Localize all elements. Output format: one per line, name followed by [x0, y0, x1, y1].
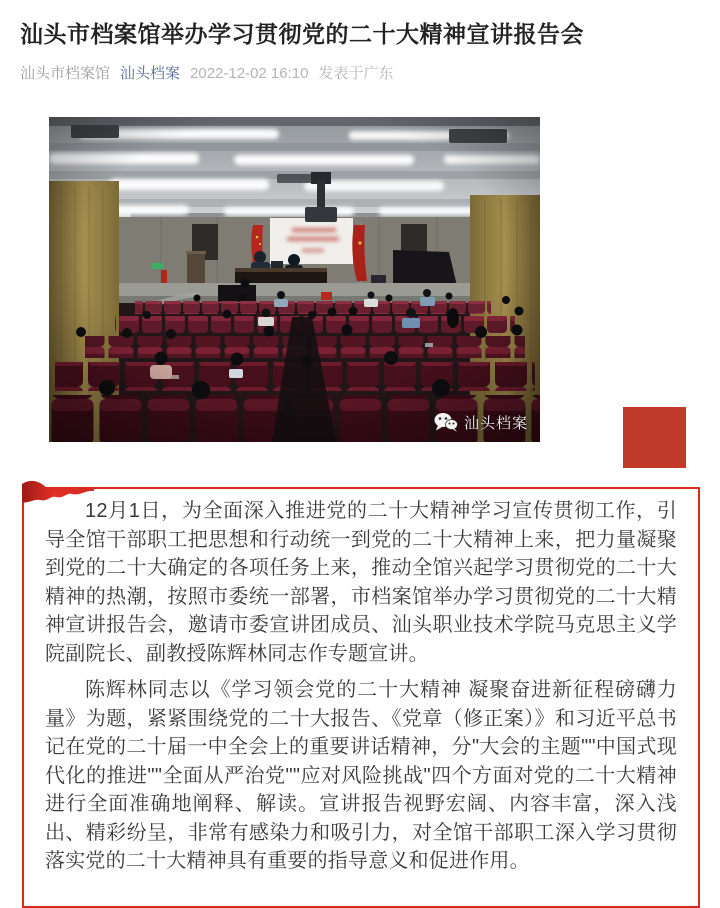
wechat-logo-icon: [434, 412, 458, 433]
account-link[interactable]: 汕头档案: [120, 65, 181, 82]
article-paragraph: 12月1日，为全面深入推进党的二十大精神学习宣传贯彻工作，引导全馆干部职工把思想和行动统一到党的二十大精神上来，把力量凝聚到党的二十大确定的各项任务上来，推动全馆兴起学习贯彻党的二十大精神的热潮，按照市委统一部署，市档案馆举办学习贯彻党的二十大精神宣讲报告会，邀请市委宣讲团成员、汕头职业技术学院马克思主义学院副院长、副教授陈辉林同志作专题宣讲。: [45, 500, 677, 665]
red-square-decoration: [623, 407, 686, 468]
watermark-text: 汕头档案: [463, 415, 528, 432]
ribbon-decoration-icon: [22, 480, 96, 510]
auditorium-scene: [49, 117, 540, 442]
event-photo[interactable]: [49, 117, 540, 442]
publish-datetime: 2022-12-02 16:10: [190, 65, 309, 82]
article-paragraph: 陈辉林同志以《学习领会党的二十大精神 凝聚奋进新征程磅礴力量》为题，紧紧围绕党的二十大报告、《党章（修正案）》和习近平总书记在党的二十届一中全会上的重要讲话精神，分"大会的主题""中国式现代化的推进""全面从严治党""应对风险挑战"四个方面对党的二十大精神进行全面准确地阐释、解读。宣讲报告视野宏阔、内容丰富，深入浅出、精彩纷呈，非常有感染力和吸引力，对全馆干部职工深入学习贯彻落实党的二十大精神具有重要的指导意义和促进作用。: [45, 679, 677, 872]
photo-watermark: [434, 412, 528, 433]
article-body-box: [22, 487, 700, 908]
publish-location: 发表于广东: [318, 65, 394, 82]
author-name: 汕头市档案馆: [20, 65, 111, 82]
article-title: 汕头市档案馆举办学习贯彻党的二十大精神宣讲报告会: [20, 21, 584, 47]
article-meta: [20, 63, 700, 84]
